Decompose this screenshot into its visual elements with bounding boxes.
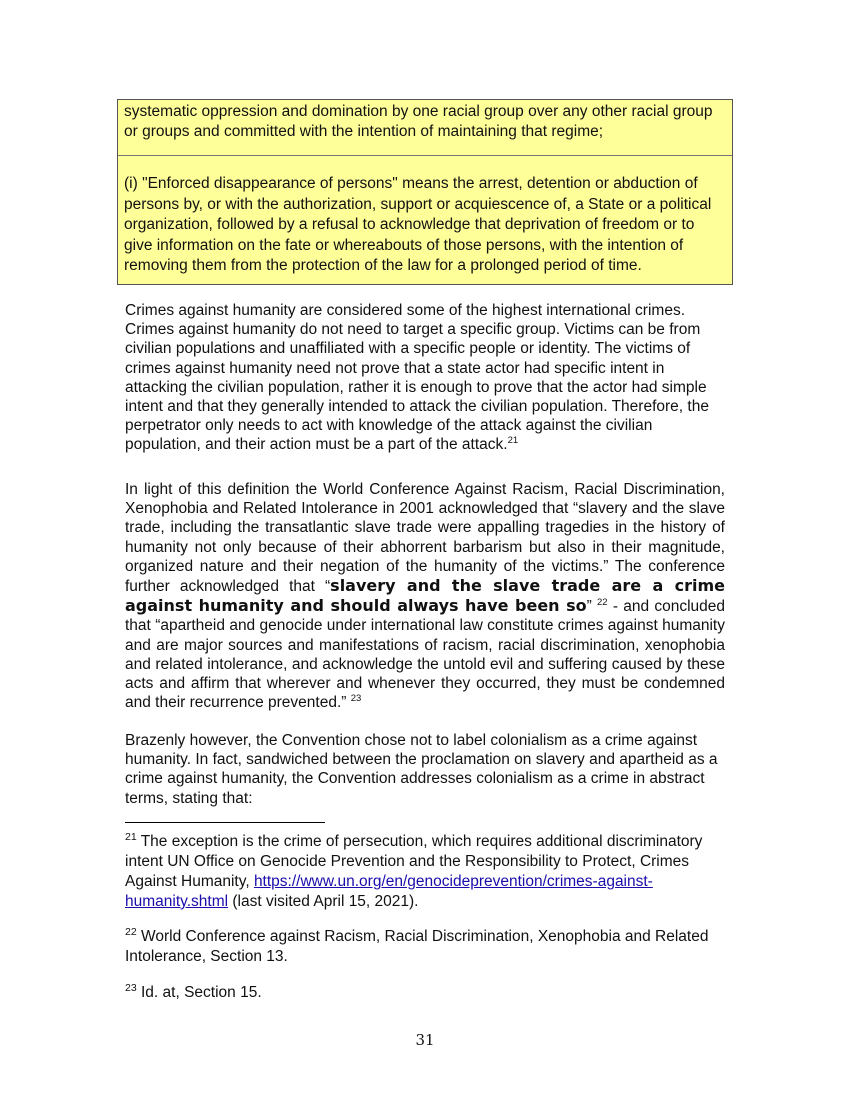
- page-number: 31: [415, 1031, 435, 1049]
- paragraph-crimes-against-humanity: [125, 301, 725, 455]
- footnote-number: 21: [125, 830, 137, 843]
- footnote-text: The exception is the crime of persecution, which requires additional discriminatory intent UN Office on Genocide Prevention and the Responsibility to Protect, Crimes Against Humanity,: [125, 833, 703, 890]
- footnote-separator: [125, 822, 325, 823]
- footnote-ref-21[interactable]: 21: [507, 435, 519, 447]
- footnote-23: [125, 983, 725, 1003]
- footnote-text-after-link: (last visited April 15, 2021).: [228, 893, 419, 910]
- footnote-number: 23: [125, 981, 137, 994]
- un-crimes-against-humanity-link[interactable]: https://www.un.org/en/genocideprevention/crimes-against-humanity.shtml: [125, 873, 653, 910]
- closing-quote-mark: ”: [586, 598, 592, 616]
- paragraph-text: In light of this definition the World Conference Against Racism, Racial Discrimination, Xenophobia and Related Intolerance in 2001 acknowledged that “slavery and the slave trade, including the transatlantic slave trade were appalling tragedies in the history of humanity not only because of their abhorrent barbarism but also in their magnitude, organized nature and their negation of the humanity of the victims.” The conference further acknowledged that “: [125, 481, 725, 596]
- quoted-statute-box: [117, 99, 733, 285]
- footnote-text: World Conference against Racism, Racial Discrimination, Xenophobia and Related Intolerance, Section 13.: [125, 928, 709, 965]
- footnote-ref-22[interactable]: 22: [597, 597, 608, 609]
- paragraph-world-conference: [125, 480, 725, 712]
- quote-enforced-disappearance: (i) "Enforced disappearance of persons" means the arrest, detention or abduction of persons by, or with the authorization, support or acquiescence of, a State or a political organization, followed by a refusal to acknowledge that deprivation of freedom or to give information on the fate or whereabouts of those persons, with the intention of removing them from the protection of the law for a prolonged period of time.: [124, 175, 712, 274]
- footnote-22: [125, 927, 725, 967]
- emphasized-quote: slavery and the slave trade are a crime against humanity and should always have been so: [125, 576, 725, 616]
- paragraph-continuation: - and concluded that “apartheid and genocide under international law constitute crimes against humanity and are major sources and manifestations of racism, racial discrimination, xenophobia and related intolerance, and acknowledge the untold evil and suffering caused by these acts and affirm that wherever and whenever they occurred, they must be condemned and their recurrence prevented.”: [125, 598, 725, 712]
- footnote-ref-23[interactable]: 23: [350, 693, 362, 705]
- quote-apartheid-fragment: systematic oppression and domination by one racial group over any other racial group or groups and committed with the intention of maintaining that regime;: [118, 100, 732, 156]
- paragraph-colonialism: Brazenly however, the Convention chose not to label colonialism as a crime against humanity. In fact, sandwiched between the proclamation on slavery and apartheid as a crime against humanity, the Convention addresses colonialism as a crime in abstract terms, stating that:: [125, 732, 718, 807]
- footnote-text: Id. at, Section 15.: [136, 984, 262, 1001]
- paragraph-text: Crimes against humanity are considered some of the highest international crimes. Crimes against humanity do not need to target a specific group. Victims can be from civilian populations and unaffiliated with a specific people or identity. The victims of crimes against humanity need not prove that a state actor had specific intent in attacking the civilian population, rather it is enough to prove that the actor had simple intent and that they generally intended to attack the civilian population. Therefore, the perpetrator only needs to act with knowledge of the attack against the civilian population, and their action must be a part of the attack.: [125, 302, 709, 454]
- footnote-number: 22: [125, 925, 137, 938]
- footnote-21: [125, 832, 725, 912]
